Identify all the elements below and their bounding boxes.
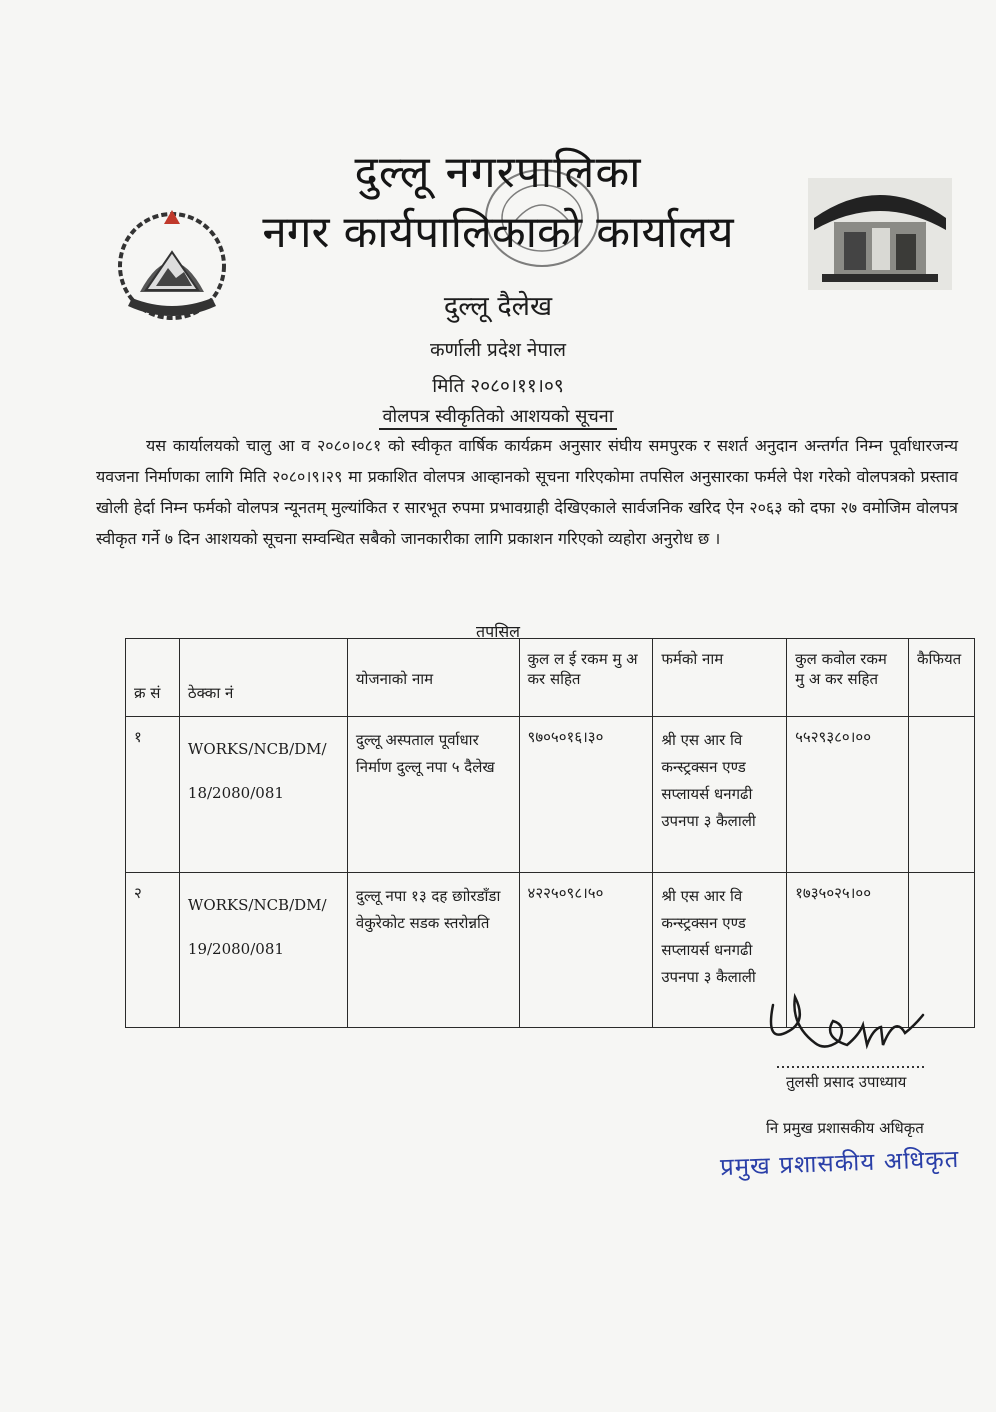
office-name: नगर कार्यपालिकाको कार्यालय [262,207,734,258]
signer-title: नि प्रमुख प्रशासकीय अधिकृत [766,1119,924,1137]
cell-firm: श्री एस आर वि कन्स्ट्रक्सन एण्ड सप्लायर्स धनगढी उपनपा ३ कैलाली [653,872,787,1028]
notice-title-wrap [0,404,996,428]
header-remarks: कैफियत [908,639,974,717]
cell-plan: दुल्लू अस्पताल पूर्वाधार निर्माण दुल्लू नपा ५ दैलेख [347,717,519,873]
header-bid: कुल कवोल रकम मु अ कर सहित [787,639,909,717]
cell-cost: ९७०५०१६।३० [519,717,653,873]
notice-date: मिति २०८०।११।०९ [432,375,564,397]
cell-sn: २ [126,872,180,1028]
header-cost: कुल ल ई रकम मु अ कर सहित [519,639,653,717]
table-row [126,717,975,873]
header-plan: योजनाको नाम [347,639,519,717]
location: दुल्लू दैलेख [443,291,553,322]
cell-bid: ५५२९३८०।०० [787,717,909,873]
province: कर्णाली प्रदेश नेपाल [429,339,567,361]
cell-remarks [908,717,974,873]
cell-firm: श्री एस आर वि कन्स्ट्रक्सन एण्ड सप्लायर्स धनगढी उपनपा ३ कैलाली [653,717,787,873]
handwritten-signature [755,985,945,1075]
officer-stamp: प्रमुख प्रशासकीय अधिकृत [719,1144,960,1182]
table-header-row [126,639,975,717]
notice-body [96,430,958,554]
cell-ref: WORKS/NCB/DM/ 19/2080/081 [179,872,347,1028]
org-name: दुल्लू नगरपालिका [354,147,642,198]
notice-paragraph: यस कार्यालयको चालु आ व २०८०।०८१ को स्वीकृत वार्षिक कार्यक्रम अनुसार संघीय समपुरक र सशर्त अनुदान अन्तर्गत निम्न पूर्वाधारजन्य यवजना निर्माणका लागि मिति २०८०।९।२९ मा प्रकाशित वोलपत्र आव्हानको सूचना गरिएकोमा तपसिल अनुसारका फर्मले पेश गरेको वोलपत्रको प्रस्ताव खोली हेर्दा निम्न फर्मको वोलपत्र न्यूनतम् मुल्यांकित र सारभूत रुपमा प्रभावग्राही देखिएकाले सार्वजनिक खरिद ऐन २०६३ को दफा २७ वमोजिम वोलपत्र स्वीकृत गर्ने ७ दिन आशयको सूचना सम्वन्धित सबैको जानकारीका लागि प्रकाशन गरिएको व्यहोरा अनुरोध छ । [96,436,958,548]
header-ref: ठेक्का नं [179,639,347,717]
header-sn: क्र सं [126,639,180,717]
cell-sn: १ [126,717,180,873]
header-firm: फर्मको नाम [653,639,787,717]
cell-bid: १७३५०२५।०० [787,872,909,1028]
notice-title: वोलपत्र स्वीकृतिको आशयको सूचना [379,406,618,430]
cell-ref: WORKS/NCB/DM/ 18/2080/081 [179,717,347,873]
signer-name: तुलसी प्रसाद उपाध्याय [786,1073,907,1091]
schedule-label: तपसिल [475,622,521,641]
cell-cost: ४२२५०९८।५० [519,872,653,1028]
bid-table [125,638,975,1028]
cell-plan: दुल्लू नपा १३ दह छाोरडाँडा वेकुरेकोट सडक स्तरोन्नति [347,872,519,1028]
